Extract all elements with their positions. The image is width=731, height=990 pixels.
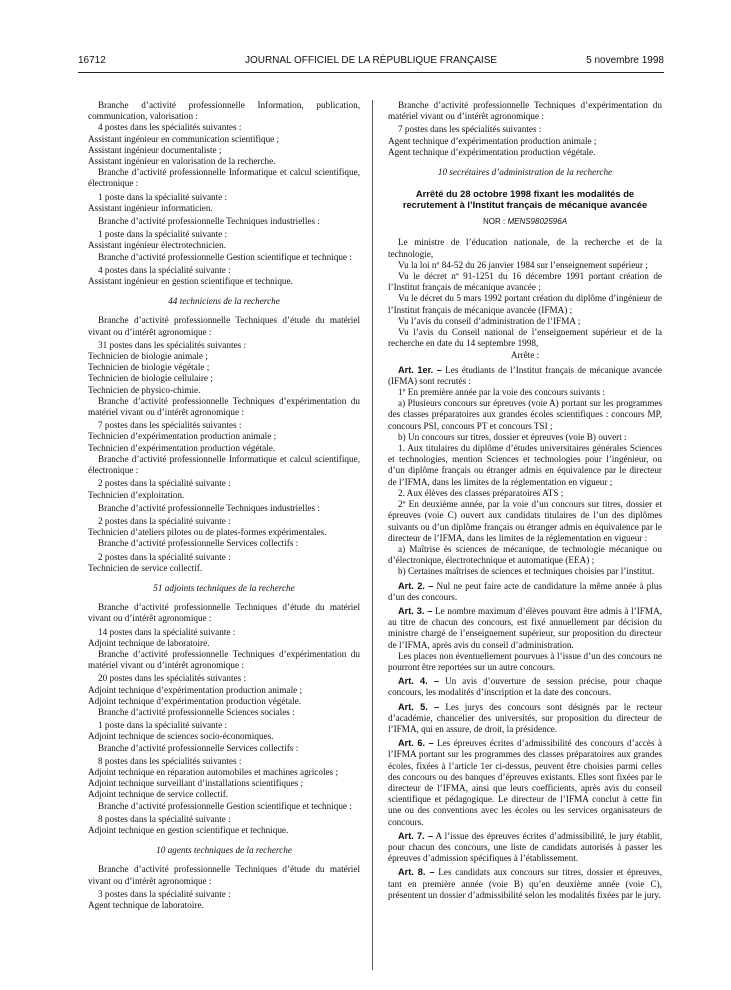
text-paragraph: 7 postes dans les spécialités suivantes : xyxy=(398,124,542,135)
text-paragraph: Technicien de biologie cellulaire ; xyxy=(88,373,213,384)
article-text: Les épreuves écrites d’admissibilité des concours d’accès à l’IFMA portant sur les programmes des classes préparatoires aux grandes écoles, fixées à l’article 1er ci-dessus, peuvent être choisies parmi celles des concours ou des banques d’épreuves existants. Elles sont fixées par le directeur de l’IFMA, ainsi que leurs coefficients, après avis du conseil scientifique et pédagogique. Le directeur de l’IFMA conclut à cette fin une ou des conventions avec les écoles ou les services organisateurs de concours. xyxy=(388,738,662,827)
text-paragraph: Assistant ingénieur en gestion scientifique et technique. xyxy=(88,276,293,287)
text-paragraph: 7 postes dans les spécialités suivantes : xyxy=(98,420,242,431)
article-label: Art. 3. – xyxy=(398,605,433,616)
text-paragraph: 2 postes dans la spécialité suivante : xyxy=(98,478,231,489)
article-paragraph xyxy=(388,606,662,651)
text-paragraph: Technicien de physico-chimie. xyxy=(88,384,201,395)
article-label: Art. 7. – xyxy=(398,830,434,841)
right-column-top xyxy=(388,100,662,178)
text-paragraph: 2º En deuxième année, par la voie d’un concours sur titres, dossier et épreuves (voie C) ouvert aux candidats titulaires de l’un des diplômes suivants ou d’un diplôme français ou étranger admis en équivalence par le directeur de l’IFMA, dans les limites de la réglementation en vigueur : xyxy=(388,499,662,543)
text-paragraph: Branche d’activité professionnelle Gestion scientifique et technique : xyxy=(98,251,352,262)
text-paragraph: Assistant ingénieur électrotechnicien. xyxy=(88,240,227,251)
text-paragraph: 2 postes dans la spécialité suivante : xyxy=(98,551,231,562)
text-paragraph: Vu le décret nº 91-1251 du 16 décembre 1991 portant création de l’Institut français de mécanique avancée ; xyxy=(388,271,662,293)
section-heading: 51 adjoints techniques de la recherche xyxy=(153,582,295,593)
article-paragraph xyxy=(388,738,662,828)
text-paragraph: Technicien de biologie végétale ; xyxy=(88,362,210,373)
article-label: Art. 1er. – xyxy=(398,364,442,375)
column-divider xyxy=(372,100,373,970)
article-text: Le nombre maximum d’élèves pouvant être admis à l’IFMA, au titre de chacun des concours, est fixé annuellement par décision du ministre chargé de l’enseignement supérieur, sur proposition du directeur de l’IFMA, après avis du conseil d’administration. xyxy=(388,605,662,650)
text-paragraph: Les places non éventuellement pourvues à l’issue d’un des concours ne pourront être reportées sur un autre concours. xyxy=(388,650,662,672)
article-text: Les candidats aux concours sur titres, dossier et épreuves, tant en première année (voie B) qu’en deuxième année (voie C), présentent un dossier d’admissibilité selon les modalités fixées par le jury. xyxy=(388,867,662,900)
text-paragraph: Adjoint technique de service collectif. xyxy=(88,789,229,800)
text-paragraph: Technicien de biologie animale ; xyxy=(88,351,208,362)
article-paragraph xyxy=(388,365,662,387)
right-column xyxy=(388,100,662,901)
article-paragraph xyxy=(388,831,662,865)
nor-label: NOR : xyxy=(482,217,506,227)
article-paragraph xyxy=(388,676,662,698)
text-paragraph: Branche d’activité professionnelle Techniques d’étude du matériel vivant ou d’intérêt agronomique : xyxy=(88,602,360,624)
text-paragraph: Branche d’activité professionnelle Techniques industrielles : xyxy=(98,216,320,227)
text-paragraph: Branche d’activité professionnelle Techniques d’étude du matériel vivant ou d’intérêt agronomique : xyxy=(88,315,360,337)
text-paragraph: Assistant ingénieur en valorisation de la recherche. xyxy=(88,156,276,167)
article-text: Les étudiants de l’Institut français de mécanique avancée (IFMA) sont recrutés : xyxy=(388,364,662,386)
text-paragraph: Adjoint technique en gestion scientifique et technique. xyxy=(88,824,289,835)
section-heading: 10 agents techniques de la recherche xyxy=(156,845,292,856)
text-paragraph: Vu l’avis du Conseil national de l’enseignement supérieur et de la recherche en date du 14 septembre 1998, xyxy=(388,327,662,349)
text-paragraph: Adjoint technique d’expérimentation production végétale. xyxy=(88,695,302,706)
text-paragraph: Branche d’activité professionnelle Informatique et calcul scientifique, électronique : xyxy=(88,167,360,189)
text-paragraph: Adjoint technique en réparation automobiles et machines agricoles ; xyxy=(88,766,339,777)
text-paragraph: Branche d’activité professionnelle Services collectifs : xyxy=(98,742,299,753)
article-paragraph xyxy=(388,581,662,603)
text-paragraph: Branche d’activité professionnelle Informatique et calcul scientifique, électronique : xyxy=(88,453,360,476)
text-paragraph: Assistant ingénieur en communication scientifique ; xyxy=(88,133,280,144)
article-label: Art. 4. – xyxy=(398,676,440,687)
text-paragraph: Vu le décret du 5 mars 1992 portant création du diplôme d’ingénieur de l’Institut français de mécanique avancée (IFMA) ; xyxy=(388,293,662,315)
article-label: Art. 6. – xyxy=(398,738,434,749)
text-paragraph: Adjoint technique de laboratoire. xyxy=(88,637,210,648)
decree-nor xyxy=(388,216,662,227)
text-paragraph: Branche d’activité professionnelle Techniques d’expérimentation du matériel vivant ou d’intérêt agronomique : xyxy=(88,648,360,671)
left-column xyxy=(88,100,360,911)
text-paragraph: b) Certaines maîtrises de sciences et techniques choisies par l’institut. xyxy=(398,566,655,577)
text-paragraph: Adjoint technique de sciences socio-économiques. xyxy=(88,731,274,742)
nor-code: MENS9802596A xyxy=(507,217,568,227)
text-paragraph: Technicien d’expérimentation production animale ; xyxy=(88,431,277,442)
text-paragraph: 14 postes dans la spécialité suivante : xyxy=(98,626,236,637)
text-paragraph: Branche d’activité professionnelle Techniques d’expérimentation du matériel vivant ou d’intérêt agronomique : xyxy=(88,395,360,418)
article-paragraph xyxy=(388,702,662,736)
text-paragraph: Le ministre de l’éducation nationale, de la recherche et de la technologie, xyxy=(388,237,662,259)
publication-date: 5 novembre 1998 xyxy=(586,55,664,66)
section-heading: 10 secrétaires d’administration de la recherche xyxy=(437,167,613,178)
text-paragraph: 8 postes dans les spécialités suivantes : xyxy=(98,755,242,766)
page-header xyxy=(78,55,664,71)
text-paragraph: a) Plusieurs concours sur épreuves (voie A) portant sur les programmes des classes préparatoires aux grandes écoles scientifiques : concours MP, concours PSI, concours PT et concours TSI ; xyxy=(388,398,662,431)
text-paragraph: Branche d’activité professionnelle Techniques industrielles : xyxy=(98,502,320,513)
text-paragraph: 1 poste dans la spécialité suivante : xyxy=(98,229,228,240)
article-label: Art. 2. – xyxy=(398,580,434,591)
text-paragraph: Branche d’activité professionnelle Techniques d’étude du matériel vivant ou d’intérêt agronomique : xyxy=(88,864,360,886)
text-paragraph: Adjoint technique d’expérimentation production animale ; xyxy=(88,684,303,695)
journal-title: JOURNAL OFFICIEL DE LA RÉPUBLIQUE FRANÇAISE xyxy=(244,55,498,66)
article-label: Art. 5. – xyxy=(398,701,440,712)
right-column-body xyxy=(388,237,662,901)
text-paragraph: 2 postes dans la spécialité suivante : xyxy=(98,515,231,526)
text-paragraph: Branche d’activité professionnelle Sciences sociales : xyxy=(98,706,295,717)
text-paragraph: Technicien d’expérimentation production végétale. xyxy=(88,442,276,453)
article-label: Art. 8. – xyxy=(398,867,435,878)
text-paragraph: 1º En première année par la voie des concours suivants : xyxy=(398,387,605,398)
text-paragraph: 2. Aux élèves des classes préparatoires ATS ; xyxy=(398,487,564,498)
text-paragraph: Branche d’activité professionnelle Gestion scientifique et technique : xyxy=(98,800,352,811)
text-paragraph: Agent technique d’expérimentation production végétale. xyxy=(388,146,596,157)
text-paragraph: 8 postes dans la spécialité suivante : xyxy=(98,813,231,824)
decree-title: Arrêté du 28 octobre 1998 fixant les modalités de recrutement à l’Institut français de mécanique avancée xyxy=(402,188,648,210)
text-paragraph: Vu la loi nº 84-52 du 26 janvier 1984 sur l’enseignement supérieur ; xyxy=(398,259,648,270)
text-paragraph: Vu l’avis du conseil d’administration de l’IFMA ; xyxy=(398,315,581,326)
text-paragraph: b) Un concours sur titres, dossier et épreuves (voie B) ouvert : xyxy=(398,431,627,442)
text-paragraph: Technicien d’ateliers pilotes ou de plates-formes expérimentales. xyxy=(88,527,327,538)
article-text: A l’issue des épreuves écrites d’admissibilité, le jury établit, pour chacun des concours, une liste de candidats autorisés à passer les épreuves d’admission spécifiques à l’établissement. xyxy=(388,830,662,864)
text-paragraph: 1 poste dans la spécialité suivante : xyxy=(98,720,228,731)
article-text: Nul ne peut faire acte de candidature la même année à plus d’un des concours. xyxy=(388,580,662,602)
text-paragraph: Branche d’activité professionnelle Information, publication, communication, valorisation : xyxy=(88,100,360,122)
article-text: Les jurys des concours sont désignés par le recteur d’académie, chancelier des universités, sur proposition du directeur de l’IFMA, qui en assure, de droit, la présidence. xyxy=(388,701,662,734)
text-paragraph: 1. Aux titulaires du diplôme d’études universitaires générales Sciences et technologies, mention Sciences et technologies pour l’ingénieur, ou d’un diplôme français ou étranger admis en équivalence par le directeur de l’IFMA, dans les limites de la réglementation en vigueur ; xyxy=(388,443,662,487)
text-paragraph: Branche d’activité professionnelle Services collectifs : xyxy=(98,538,299,549)
text-paragraph: Assistant ingénieur informaticien. xyxy=(88,202,213,213)
text-paragraph: Technicien de service collectif. xyxy=(88,562,203,573)
text-paragraph: Assistant ingénieur documentaliste ; xyxy=(88,144,222,155)
article-text: Un avis d’ouverture de session précise, pour chaque concours, les modalités d’inscription et la date des concours. xyxy=(388,676,662,698)
text-paragraph: Adjoint technique surveillant d’installations scientifiques ; xyxy=(88,778,304,789)
page-number: 16712 xyxy=(78,55,106,66)
text-paragraph: 31 postes dans les spécialités suivantes : xyxy=(98,339,246,350)
text-paragraph: 4 postes dans la spécialité suivante : xyxy=(98,264,231,275)
text-paragraph: Branche d’activité professionnelle Techniques d’expérimentation du matériel vivant ou d’intérêt agronomique : xyxy=(388,100,662,122)
section-heading: 44 techniciens de la recherche xyxy=(168,296,280,307)
text-paragraph: 4 postes dans les spécialités suivantes : xyxy=(98,122,242,133)
header-rule xyxy=(78,72,664,73)
text-paragraph: Technicien d’exploitation. xyxy=(88,489,185,500)
text-paragraph: 3 postes dans la spécialité suivante : xyxy=(98,888,231,899)
text-paragraph: 20 postes dans les spécialités suivantes : xyxy=(98,673,246,684)
text-paragraph: a) Maîtrise ès sciences de mécanique, de technologie mécanique ou d’électronique, électrotechnique et automatique (EEA) ; xyxy=(388,543,662,566)
text-paragraph: Arrête : xyxy=(510,350,540,361)
article-paragraph xyxy=(388,867,662,901)
text-paragraph: Agent technique d’expérimentation production animale ; xyxy=(388,135,597,146)
text-paragraph: 1 poste dans la spécialité suivante : xyxy=(98,191,228,202)
text-paragraph: Agent technique de laboratoire. xyxy=(88,900,204,910)
